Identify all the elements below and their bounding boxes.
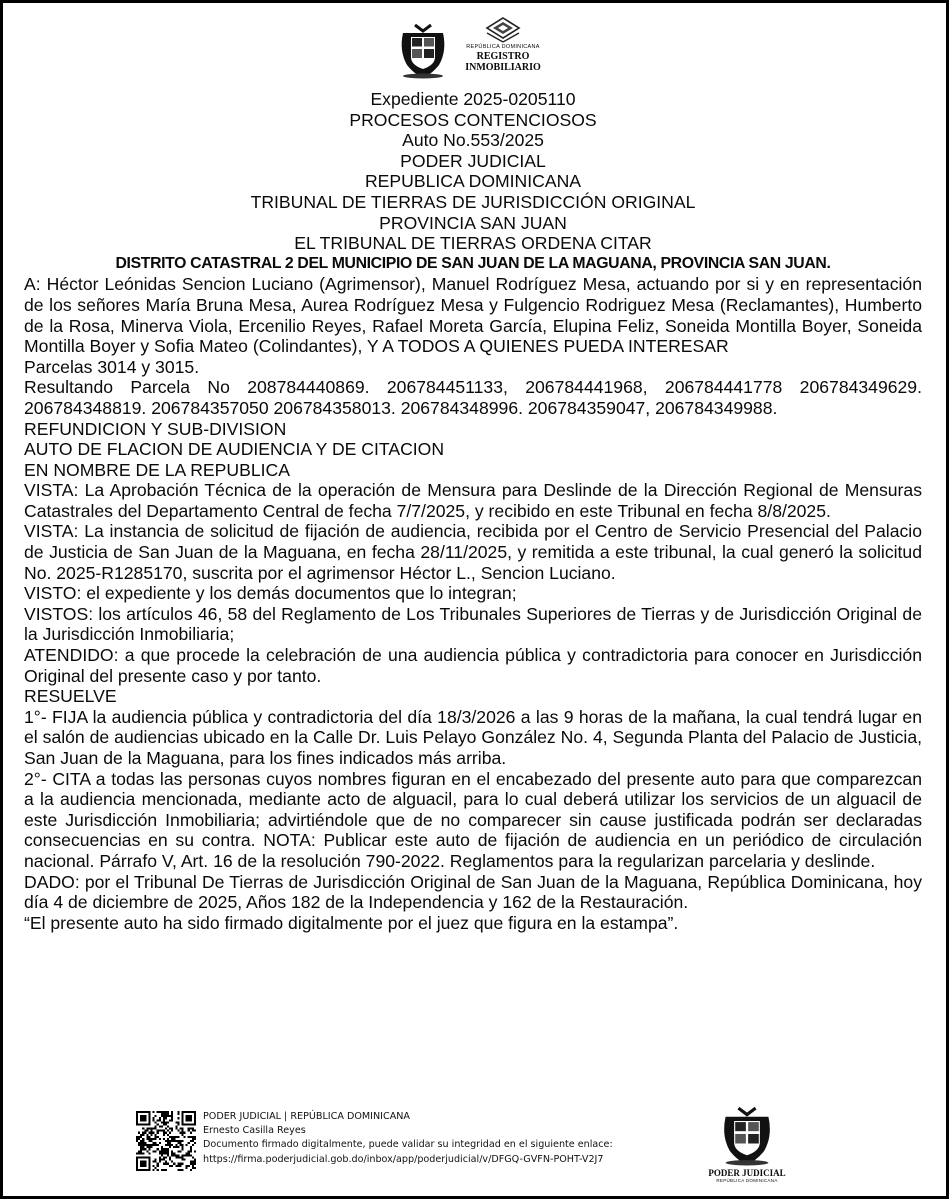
coat-of-arms-icon [397,23,449,79]
registro-title-line1: REGISTRO [476,51,530,62]
registro-diamond-icon [484,17,522,43]
vista-paragraph-1: VISTA: La Aprobación Técnica de la operación de Mensura para Deslinde de la Dirección Regional de Mensuras Catastrales del Departamento Central de fecha 7/7/2025, y recibido en este Tribunal en fecha 8/8/2025. [24,480,922,521]
poder-judicial-country: REPÚBLICA DOMINICANA [716,1178,778,1183]
country-name: REPUBLICA DOMINICANA [364,171,582,192]
poder-judicial-name: PODER JUDICIAL [708,1168,786,1178]
atendido-paragraph: ATENDIDO: a que procede la celebración de una audiencia pública y contradictoria para conocer en Jurisdicción Original del presente caso y por tanto. [24,645,922,686]
citados-paragraph: A: Héctor Leónidas Sencion Luciano (Agrimensor), Manuel Rodríguez Mesa, actuando por si y en representación de los señores María Bruna Mesa, Aurea Rodríguez Mesa y Fulgencio Rodriguez Mesa (Reclamantes), Humberto de la Rosa, Minerva Viola, Ercenilio Reyes, Rafael Moreta García, Elupina Feliz, Soneida Montilla Boyer, Soneida Montilla Boyer y Sofia Mateo (Colindantes), Y A TODOS A QUIENES PUEDA INTERESAR [24,274,922,357]
institution-name: PODER JUDICIAL [400,150,546,171]
registro-country-label: REPÚBLICA DOMINICANA [466,44,540,50]
tribunal-name: TRIBUNAL DE TIERRAS DE JURISDICCIÓN ORIGINAL [250,191,696,212]
signature-validation-url[interactable]: https://firma.poderjudicial.gob.do/inbox/app/poderjudicial/v/DFGQ-GVFN-POHT-V2J7 [203,1153,604,1165]
refundicion-line: REFUNDICION Y SUB-DIVISION [24,418,287,439]
digital-signature-note: “El presente auto ha sido firmado digitalmente por el juez que figura en la estampa”. [24,912,679,933]
auto-title: AUTO DE FLACION DE AUDIENCIA Y DE CITACION [24,439,445,460]
signature-validation-note: Documento firmado digitalmente, puede validar su integridad en el siguiente enlace: [203,1139,613,1151]
notice-content [24,89,922,933]
qr-code-icon[interactable] [136,1111,196,1171]
coat-of-arms-icon [719,1106,775,1166]
en-nombre-line: EN NOMBRE DE LA REPUBLICA [24,459,290,480]
signature-footer [3,1106,946,1198]
registro-inmobiliario-logo [455,17,551,83]
digital-signature-block [203,1110,683,1167]
registro-title-line2: INMOBILIARIO [465,62,541,73]
vistos-paragraph: VISTOS: los artículos 46, 58 del Reglamento de Los Tribunales Superiores de Tierras y de Jurisdicción Original de la Jurisdicción Inmobiliaria; [24,603,922,645]
header-logos [3,17,946,83]
signature-org: PODER JUDICIAL | REPÚBLICA DOMINICANA [203,1111,410,1122]
poder-judicial-logo [699,1106,795,1184]
visto-line: VISTO: el expediente y los demás documentos que lo integran; [24,583,517,604]
process-type: PROCESOS CONTENCIOSOS [349,109,597,130]
vista-paragraph-2: VISTA: La instancia de solicitud de fijación de audiencia, recibida por el Centro de Servicio Presencial del Palacio de Justicia de San Juan de la Maguana, en fecha 28/11/2025, y remitida a este tribunal, la cual generó la solicitud No. 2025-R1285170, suscrita por el agrimensor Héctor L., Sencion Luciano. [24,521,922,583]
dado-paragraph: DADO: por el Tribunal De Tierras de Jurisdicción Original de San Juan de la Maguana, República Dominicana, hoy día 4 de diciembre de 2025, Años 182 de la Independencia y 162 de la Restauración. [24,871,922,913]
auto-number: Auto No.553/2025 [402,130,544,151]
resolution-point-1: 1°- FIJA la audiencia pública y contradictoria del día 18/3/2026 a las 9 horas de la mañana, la cual tendrá lugar en el salón de audiencias ubicado en la Calle Dr. Luis Pelayo González No. 4, Segunda Planta del Palacio de Justicia, San Juan de la Maguana, para los fines indicados más arriba. [24,706,922,768]
signer-name: Ernesto Casilla Reyes [203,1125,306,1137]
citation-heading: EL TRIBUNAL DE TIERRAS ORDENA CITAR [294,233,652,254]
province-name: PROVINCIA SAN JUAN [379,212,567,233]
expediente-number: Expediente 2025-0205110 [370,89,576,109]
resultando-paragraph: Resultando Parcela No 208784440869. 206784451133, 206784441968, 206784441778 206784349629. 206784348819. 206784357050 206784358013. 206784348996. 206784359047, 206784349988. [24,377,922,418]
resuelve-heading: RESUELVE [24,686,117,707]
resolution-point-2: 2°- CITA a todas las personas cuyos nombres figuran en el encabezado del presente auto para que comparezcan a la audiencia mencionada, mediante acto de alguacil, para lo cual deberá utilizar los servicios de un alguacil de este Jurisdicción Inmobiliaria; advirtiéndole que de no comparecer sin cause justificada podrán ser declaradas consecuencias en su contra. NOTA: Publicar este auto de fijación de audiencia en un periódico de circulación nacional. Párrafo V, Art. 16 de la resolución 790-2022. Reglamentos para la regularizan parcelaria y deslinde. [24,768,922,871]
parcelas-line: Parcelas 3014 y 3015. [24,356,200,377]
distrito-catastral: DISTRITO CATASTRAL 2 DEL MUNICIPIO DE SAN JUAN DE LA MAGUANA, PROVINCIA SAN JUAN. [115,254,831,272]
